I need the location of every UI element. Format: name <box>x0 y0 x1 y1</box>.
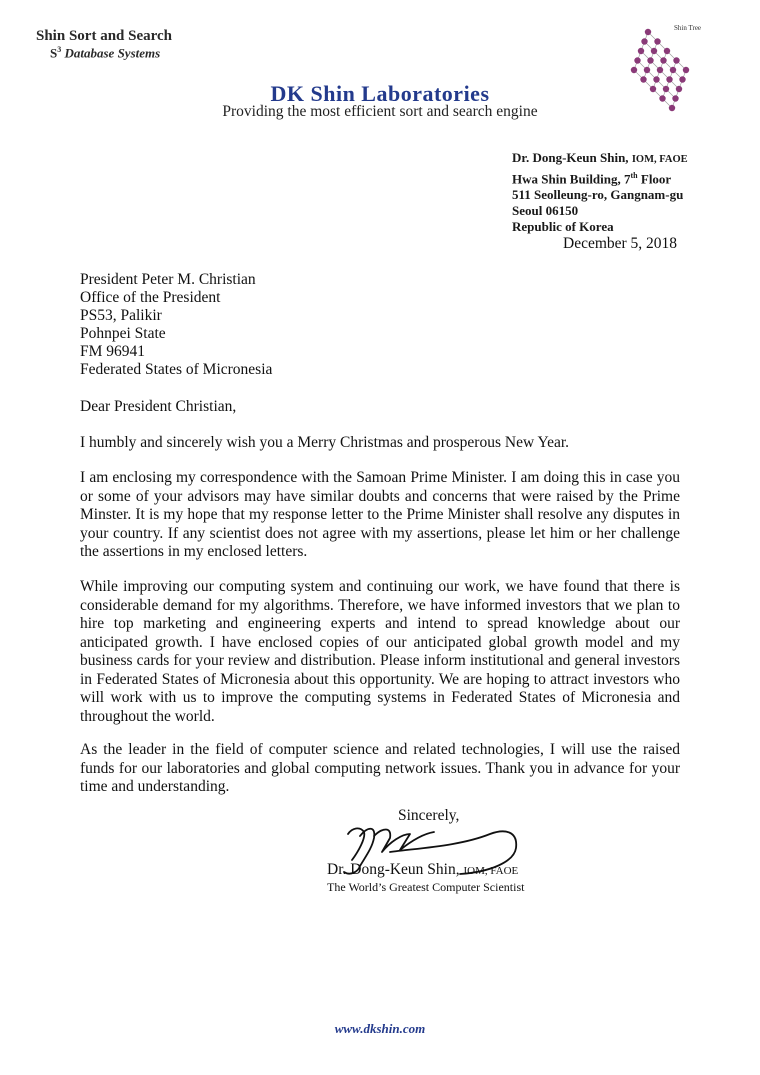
signatory-name: Dr. Dong-Keun Shin, <box>327 861 460 878</box>
sender-city: Seoul 06150 <box>512 203 579 219</box>
closing: Sincerely, <box>398 807 460 824</box>
logo-node-dot <box>641 38 647 44</box>
paragraph-greeting: I humbly and sincerely wish you a Merry Christmas and prosperous New Year. <box>80 434 570 451</box>
recipient-line: Federated States of Micronesia <box>80 361 273 378</box>
logo-node-dot <box>638 48 644 54</box>
logo-node-dot <box>644 67 650 73</box>
logo-node-dot <box>631 67 637 73</box>
signatory-title: The World’s Greatest Computer Scientist <box>327 880 525 894</box>
laboratory-name: DK Shin Laboratories <box>270 81 490 106</box>
footer-website: www.dkshin.com <box>334 1021 426 1036</box>
recipient-line: Pohnpei State <box>80 325 166 342</box>
sender-building-line <box>512 168 688 187</box>
tagline: Providing the most efficient sort and search engine <box>222 103 538 120</box>
letter-date: December 5, 2018 <box>563 235 678 252</box>
logo-node-dot <box>660 57 666 63</box>
recipient-line: Office of the President <box>80 289 221 306</box>
sender-building: Hwa Shin Building, 7 <box>512 171 631 187</box>
brand-superscript: 3 <box>57 45 62 54</box>
signatory-credentials: IOM, FAOE <box>463 865 519 877</box>
signatory-name-line <box>327 861 518 879</box>
sender-address <box>512 150 688 235</box>
logo-node-dot <box>645 29 651 35</box>
paragraph-investors: While improving our computing system and continuing our work, we have found that there is considerable demand for my algorithms. Therefore, we have informed investors that we plan to hire top marketing and engineering experts and intend to spread knowledge about our anticipated growth. I have enclosed copies of our anticipated global growth model and my business cards for your review and distribution. Please inform institutional and general investors in Federated States of Micronesia about this opportunity. We are hoping to attract investors who will work with us to improve the computing systems in Federated States of Micronesia and throughout the world. <box>80 578 680 725</box>
salutation: Dear President Christian, <box>80 398 237 415</box>
brand-s-letter: S <box>50 45 58 61</box>
sender-country: Republic of Korea <box>512 219 614 235</box>
recipient-address <box>80 271 272 379</box>
sender-street: 511 Seolleung-ro, Gangnam-gu <box>512 187 684 203</box>
logo-node-dot <box>673 57 679 63</box>
paragraph-closing-remarks: As the leader in the field of computer science and related technologies, I will use the raised funds for our laboratories and global computing network issues. Thank you in advance for your time and understanding. <box>80 741 680 795</box>
paragraph-correspondence: I am enclosing my correspondence with the Samoan Prime Minister. I am doing this in case you or some of your advisors may have similar doubts and concerns that were raised by the Prime Minster. It is my hope that my response letter to the Prime Minister shall resolve any disputes in your country. If any scientist does not agree with my assertions, please let him or her challenge the assertions in my enclosed letters. <box>80 469 680 560</box>
sender-name: Dr. Dong-Keun Shin, <box>512 150 629 165</box>
logo-node-dot <box>651 48 657 54</box>
recipient-line: President Peter M. Christian <box>80 271 256 288</box>
sender-name-line <box>512 150 688 168</box>
sender-building-sup: th <box>630 171 638 180</box>
brand-name: Shin Sort and Search <box>36 28 173 44</box>
recipient-line: PS53, Palikir <box>80 307 162 324</box>
logo-node-dot <box>647 57 653 63</box>
logo-node-dot <box>634 57 640 63</box>
brand-subtitle <box>50 45 160 61</box>
logo-node-dot <box>654 38 660 44</box>
recipient-line: FM 96941 <box>80 343 146 360</box>
sender-floor: Floor <box>637 171 672 187</box>
logo-node-dot <box>664 48 670 54</box>
logo-label: Shin Tree <box>674 24 702 32</box>
sender-credentials: IOM, FAOE <box>631 154 688 165</box>
logo-node-dot <box>657 67 663 73</box>
logo-node-dot <box>683 67 689 73</box>
brand-database-systems: Database Systems <box>64 45 161 61</box>
logo-node-dot <box>670 67 676 73</box>
